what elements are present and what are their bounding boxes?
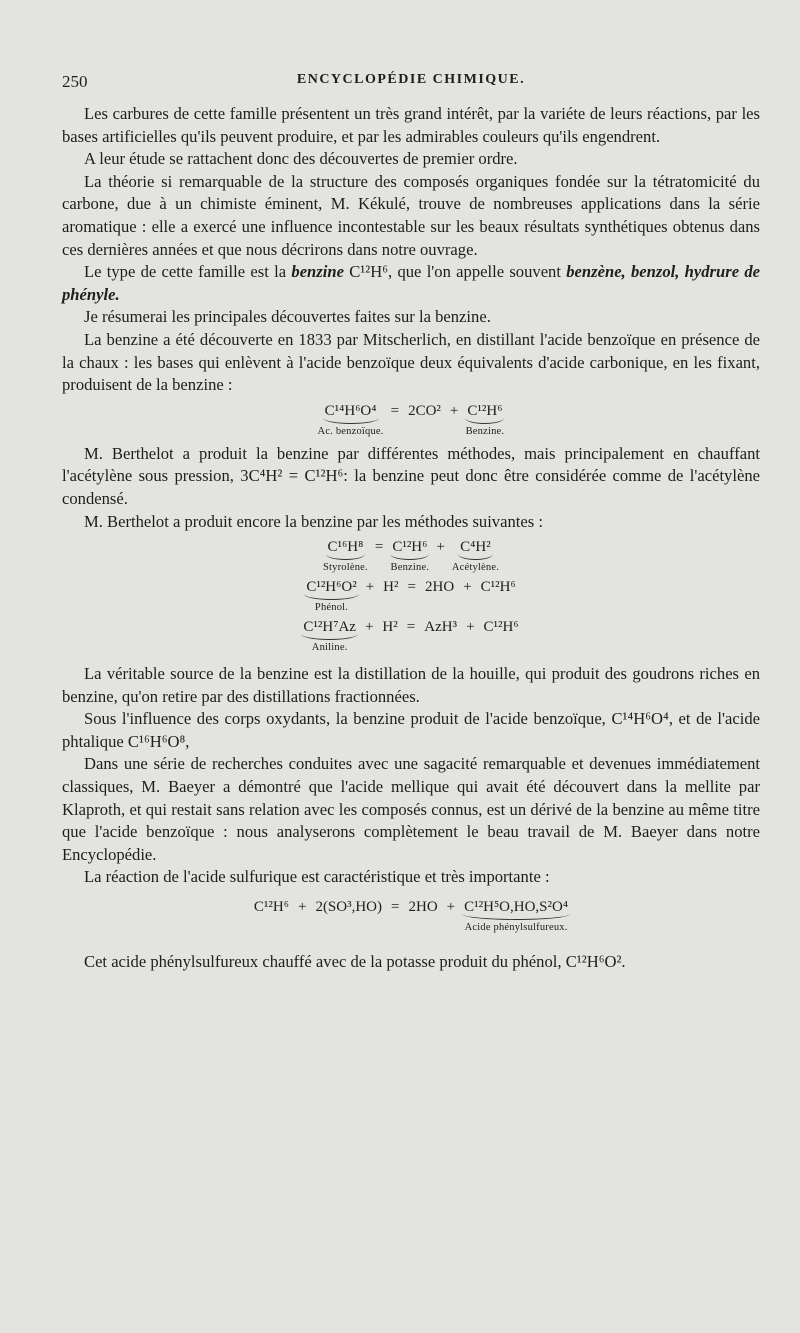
paragraph-3: La théorie si remarquable de la structure des composés organiques fondée sur la tétratomicité du carbone, due à un chimiste éminent, M. Kékulé, trouve de nombreuses applications dans la série aromatique : elle a exercé une influence incontestable sur les beaux résultats synthétiques obtenus dans ces dernières années et que nous décrirons dans notre ouvrage.: [62, 171, 760, 259]
operator: +: [436, 539, 445, 556]
operator: +: [446, 899, 456, 916]
formula: C⁴H²: [458, 539, 493, 560]
formula-label: Benzine.: [390, 562, 430, 574]
eq-term: [380, 619, 399, 639]
text-run: Cet acide phénylsulfureux chauffé avec de la potasse produit du phénol,: [84, 952, 566, 972]
eq-term: [423, 579, 456, 599]
equation-styrolene: [62, 539, 760, 573]
formula: C¹²H⁶: [483, 619, 519, 636]
operator: +: [364, 619, 374, 636]
formula: C¹²H⁵O,HO,S²O⁴: [462, 899, 570, 920]
eq-term: [406, 899, 439, 919]
eq-term: [479, 579, 518, 599]
formula: C¹²H⁶: [390, 539, 429, 560]
formula: C¹⁶H⁸: [326, 539, 366, 560]
eq-term: [452, 539, 499, 573]
operator: =: [406, 619, 416, 636]
formula-benzine: C¹²H⁶: [349, 262, 389, 282]
paragraph-1: Les carbures de cette famille présentent un très grand intérêt, par la variéte de leurs réactions, par les bases artificielles qu'ils peuvent produire, et par les admirables couleurs qu'ils engendrent.: [62, 104, 760, 146]
formula: AzH³: [424, 619, 458, 636]
eq-term: [406, 403, 443, 423]
page-header: [62, 72, 760, 94]
paragraph-8: M. Berthelot a produit encore la benzine par les méthodes suivantes :: [84, 511, 543, 531]
operator: +: [365, 579, 375, 596]
formula-benzoic: C¹⁴H⁶O⁴: [611, 709, 669, 729]
page-number: 250: [62, 72, 88, 91]
text-run: M. Berthelot a produit la benzine par différentes méthodes, mais principalement en chauffant l'acétylène sous pression,: [62, 443, 760, 486]
paragraph-5: Je résumerai les principales découvertes faites sur la benzine.: [84, 307, 491, 327]
formula-label: Ac. benzoïque.: [317, 425, 384, 437]
formula-label: Acide phénylsulfureux.: [464, 922, 568, 934]
running-head: ENCYCLOPÉDIE CHIMIQUE.: [296, 72, 526, 87]
eq-term: [462, 899, 570, 933]
formula-label: Acétylène.: [451, 562, 500, 574]
equation-aniline: [62, 619, 760, 653]
formula-label: Styrolène.: [322, 562, 368, 574]
eq-term: [313, 899, 384, 919]
text-run: Le type de cette famille est la: [84, 262, 292, 282]
operator: =: [374, 539, 384, 556]
formula: H²: [382, 619, 398, 636]
paragraph-2: A leur étude se rattachent donc des découvertes de premier ordre.: [84, 149, 518, 169]
paragraph-11: Dans une série de recherches conduites avec une sagacité remarquable et devenues immédiatement classiques, M. Baeyer a démontré que l'acide mellique qui avait été découvert dans la mellite par Klaproth, et qui restait sans relation avec les composés connus, est un dérivé de la benzine au même titre que l'acide benzoïque : nous analyserons complètement le beau travail de M. Baeyer dans notre Encyclopédie.: [62, 754, 760, 864]
text-run: , et de l'acide phtalique: [62, 709, 760, 751]
formula-phenol: C¹²H⁶O².: [565, 952, 626, 972]
operator: +: [449, 402, 459, 419]
formula-label: Phénol.: [314, 602, 349, 614]
operator: +: [297, 899, 307, 916]
formula: C¹²H⁶O²: [304, 579, 358, 600]
eq-term: [465, 403, 504, 437]
operator: =: [407, 579, 416, 596]
formula-phtalic: C¹⁶H⁶O⁸,: [127, 731, 190, 751]
paragraph-6: La benzine a été découverte en 1833 par Mitscherlich, en distillant l'acide benzoïque en présence de la chaux : les bases qui enlèvent à l'acide benzoïque deux équivalents d'acide carbonique, en les fixant, produisent de la benzine :: [62, 329, 760, 395]
paragraph-4: [62, 261, 760, 306]
paragraph-12: La réaction de l'acide sulfurique est caractéristique et très importante :: [84, 867, 550, 887]
formula-acetylene: 3C⁴H² = C¹²H⁶: [240, 466, 344, 486]
eq-term: [422, 619, 459, 639]
formula-label: Benzine.: [465, 425, 505, 437]
eq-term: [252, 899, 291, 919]
eq-term: [381, 579, 400, 599]
paragraph-13: [62, 951, 760, 974]
text-run: Sous l'influence des corps oxydants, la benzine produit de l'acide benzoïque,: [84, 709, 612, 729]
eq-term: [323, 539, 368, 573]
eq-term: [390, 539, 429, 573]
operator: =: [391, 899, 400, 916]
equation-phenol: [62, 579, 760, 613]
formula: 2HO: [424, 579, 455, 596]
formula: 2CO²: [408, 402, 441, 419]
formula: H²: [383, 579, 399, 596]
eq-term: [301, 619, 358, 653]
eq-term: [482, 619, 521, 639]
operator: +: [466, 619, 475, 636]
formula: C¹²H⁶: [465, 403, 504, 424]
formula: C¹⁴H⁶O⁴: [323, 403, 379, 424]
equation-sulfuric: [62, 899, 760, 933]
page-body: [62, 103, 760, 974]
equation-benzoic: [62, 403, 760, 437]
operator: +: [463, 579, 472, 596]
text-run: : la benzine peut donc être considérée comme de l'acétylène condensé.: [62, 466, 760, 508]
paragraph-9: La véritable source de la benzine est la distillation de la houille, qui produit des goudrons riches en benzine, qu'on retire par des distillations fractionnées.: [62, 664, 760, 706]
eq-term: [318, 403, 384, 437]
operator: =: [390, 402, 400, 419]
paragraph-7: [62, 443, 760, 511]
eq-term: [304, 579, 358, 613]
formula: 2HO: [408, 899, 438, 916]
term-synonyms: benzène, benzol, hydrure de phényle.: [62, 262, 760, 304]
formula: C¹²H⁶: [480, 579, 516, 596]
formula-label: Aniline.: [311, 642, 348, 654]
paragraph-10: [62, 708, 760, 753]
text-run: , que l'on appelle souvent: [388, 262, 567, 282]
formula: 2(SO³,HO): [315, 899, 383, 916]
term-benzine: benzine: [291, 262, 344, 282]
formula: C¹²H⁷Az: [301, 619, 358, 640]
formula: C¹²H⁶: [253, 899, 289, 916]
